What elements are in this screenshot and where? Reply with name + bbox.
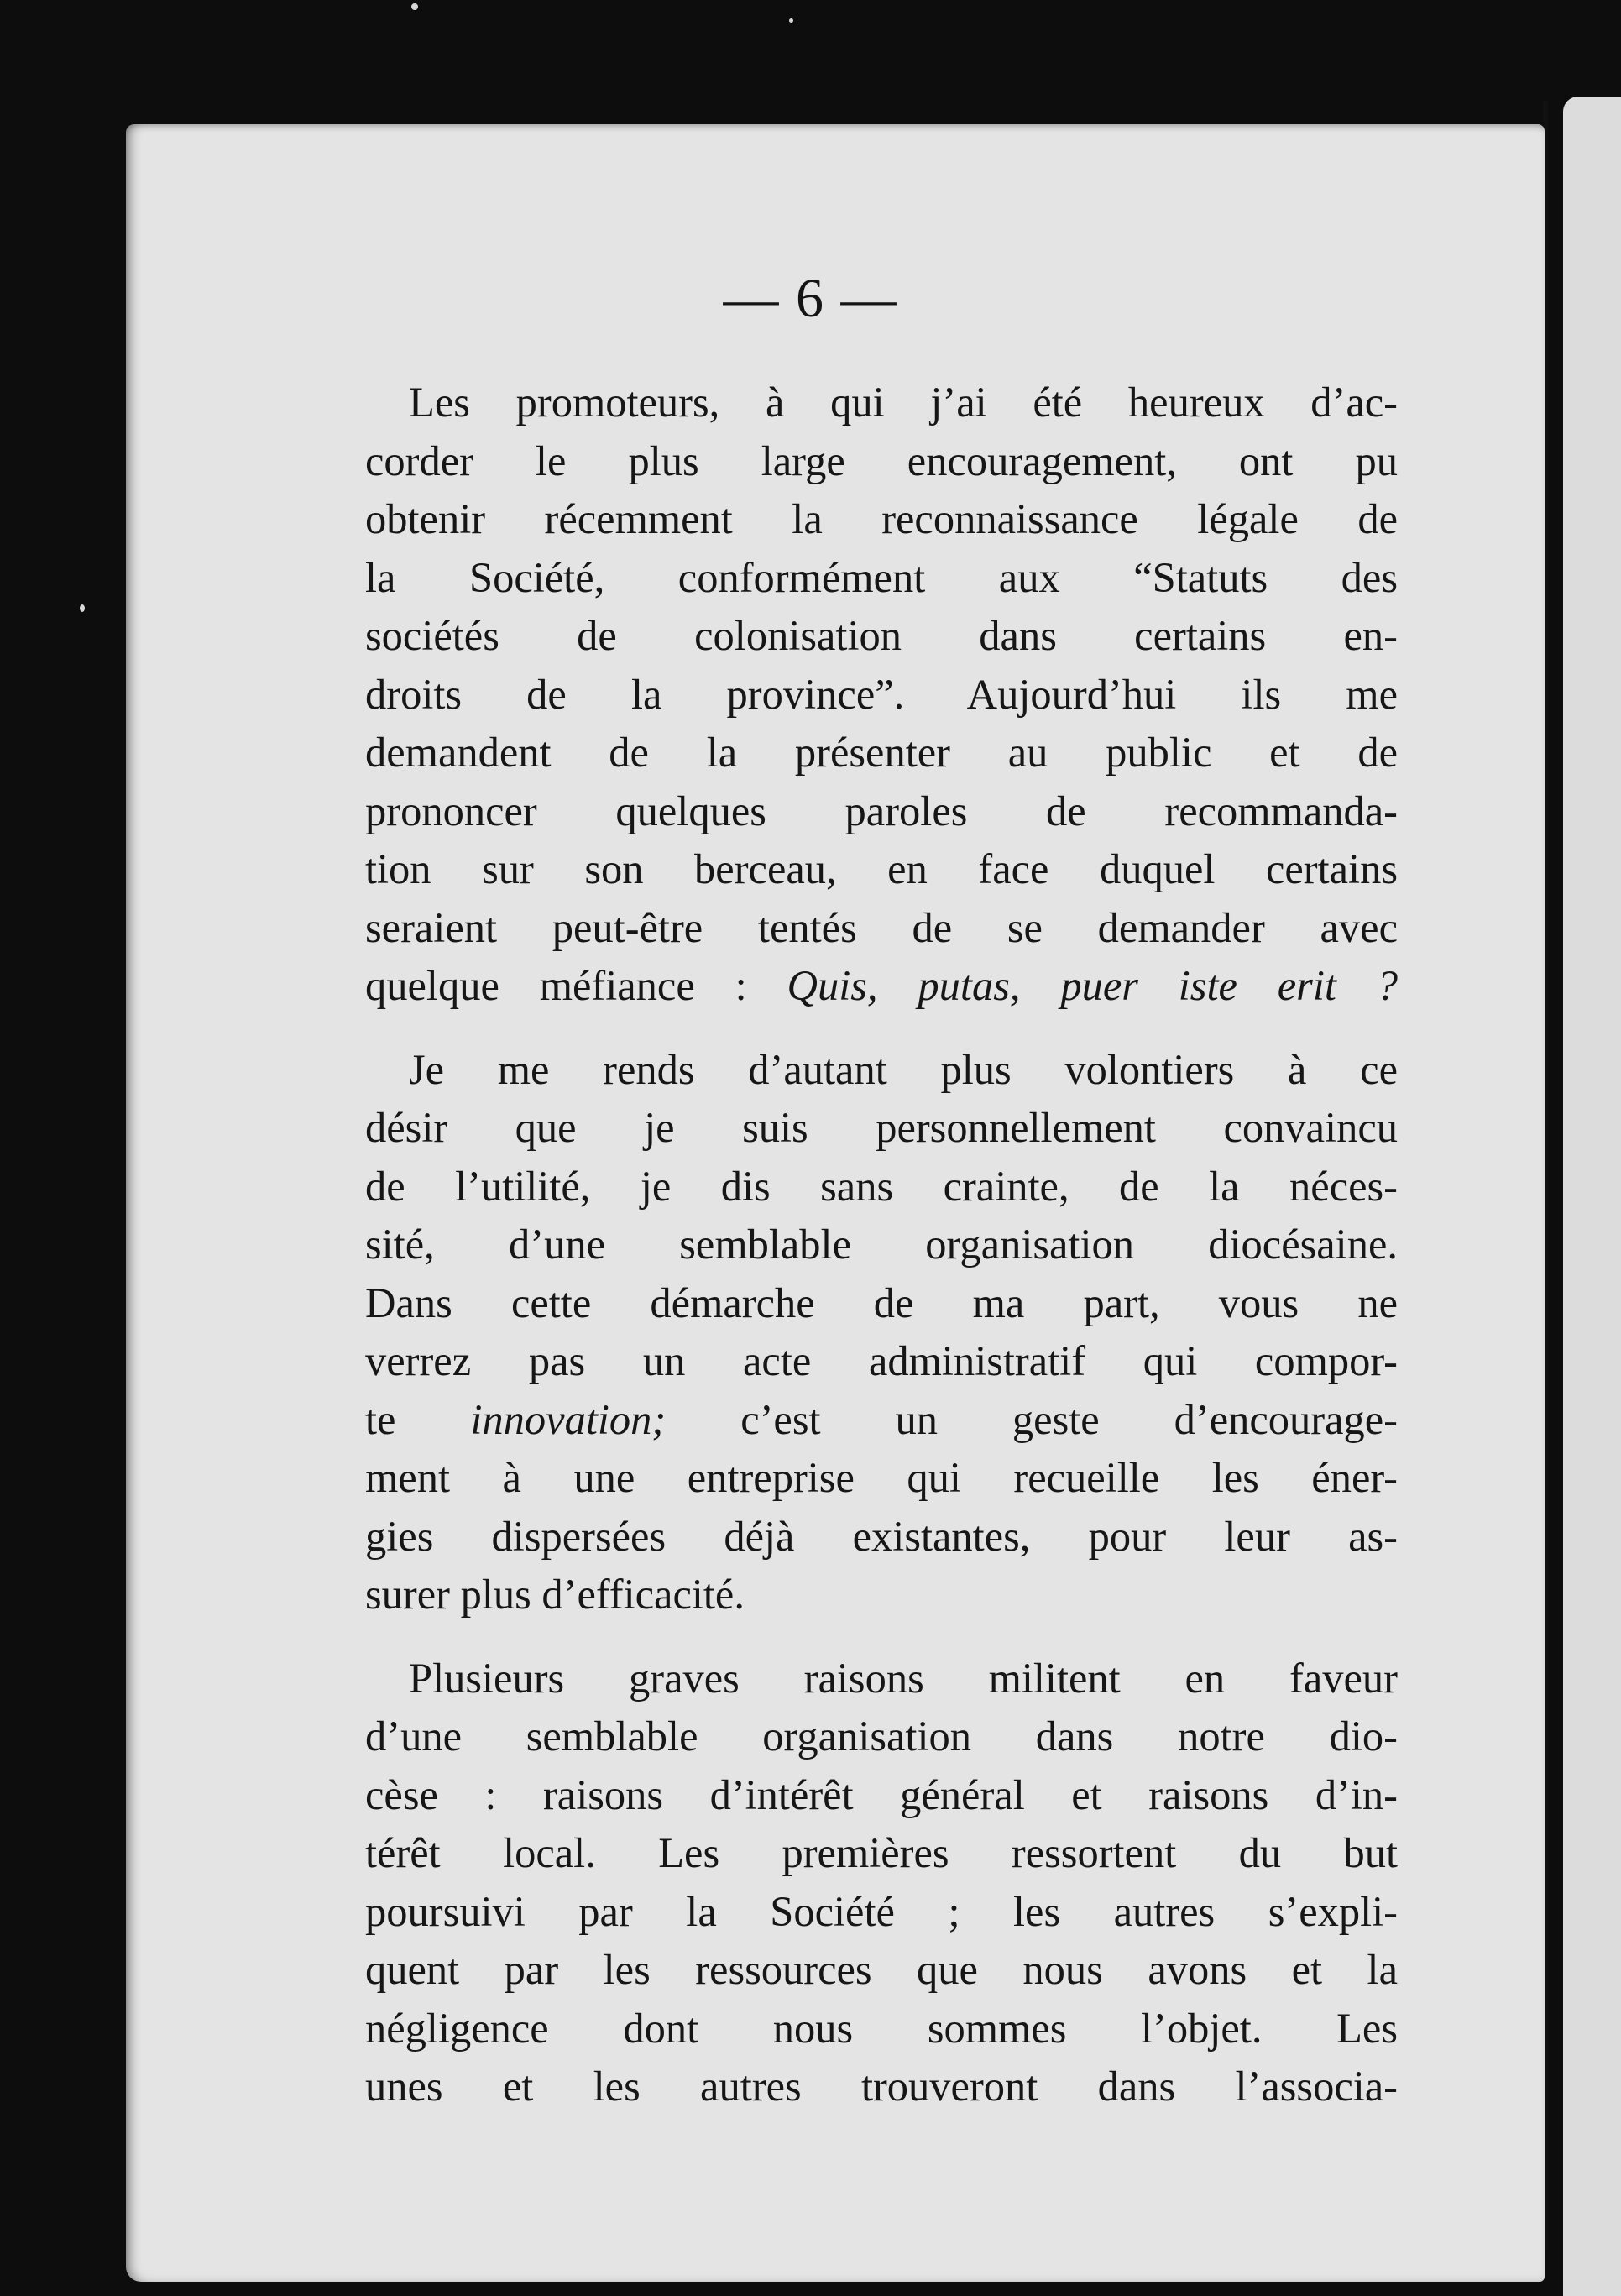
scan-speck <box>789 18 793 23</box>
text-line: Plusieurs graves raisons militent en faveur <box>409 1654 1398 1702</box>
text-line: cèse : raisons d’intérêt général et raisons d’in- <box>365 1770 1398 1818</box>
text-line: unes et les autres trouveront dans l’associa- <box>365 2063 1398 2110</box>
text-line: seraient peut-être tentés de se demander avec <box>365 903 1398 951</box>
page-number: — 6 — <box>723 268 898 329</box>
text-line: ment à une entreprise qui recueille les éner- <box>365 1454 1398 1501</box>
text-line: Je me rends d’autant plus volontiers à ce <box>409 1045 1398 1093</box>
text-line: Dans cette démarche de ma part, vous ne <box>365 1279 1398 1326</box>
text-line: gies dispersées déjà existantes, pour leur as- <box>365 1512 1398 1560</box>
text-line: de l’utilité, je dis sans crainte, de la néces- <box>365 1162 1398 1210</box>
text-line: corder le plus large encouragement, ont pu <box>365 437 1398 484</box>
text-line: te innovation; c’est un geste d’encourage- <box>365 1395 1398 1443</box>
italic-word: innovation; <box>470 1395 667 1443</box>
facing-page-edge <box>1563 97 1621 2296</box>
text-line: d’une semblable organisation dans notre dio- <box>365 1713 1398 1760</box>
body-text <box>365 374 1398 2142</box>
text-line: sociétés de colonisation dans certains en- <box>365 612 1398 659</box>
text-line: Les promoteurs, à qui j’ai été heureux d’ac- <box>409 379 1398 426</box>
text-line: droits de la province”. Aujourd’hui ils me <box>365 670 1398 718</box>
text-line: poursuivi par la Société ; les autres s’expli- <box>365 1887 1398 1935</box>
text-line: désir que je suis personnellement convaincu <box>365 1104 1398 1151</box>
scan-speck <box>80 604 85 612</box>
text-line: demandent de la présenter au public et de <box>365 729 1398 776</box>
paragraph-1 <box>365 374 1398 1016</box>
paragraph-3 <box>365 1650 1398 2116</box>
text-line: quent par les ressources que nous avons et la <box>365 1946 1398 1993</box>
text-line: tion sur son berceau, en face duquel certains <box>365 845 1398 892</box>
text-line: négligence dont nous sommes l’objet. Les <box>365 2004 1398 2052</box>
scan-speck <box>411 3 418 10</box>
latin-quotation: Quis, putas, puer iste erit ? <box>787 962 1398 1009</box>
text-line: obtenir récemment la reconnaissance légale de <box>365 495 1398 542</box>
text-line: sité, d’une semblable organisation diocésaine. <box>365 1221 1398 1268</box>
text-line: térêt local. Les premières ressortent du but <box>365 1829 1398 1876</box>
text-line: surer plus d’efficacité. <box>365 1571 745 1618</box>
text-line: quelque méfiance : Quis, putas, puer iste erit ? <box>365 962 1398 1009</box>
text-line: la Société, conformément aux “Statuts des <box>365 553 1398 601</box>
text-line: verrez pas un acte administratif qui compor- <box>365 1337 1398 1384</box>
paragraph-2 <box>365 1041 1398 1624</box>
text-line: prononcer quelques paroles de recommanda- <box>365 787 1398 834</box>
